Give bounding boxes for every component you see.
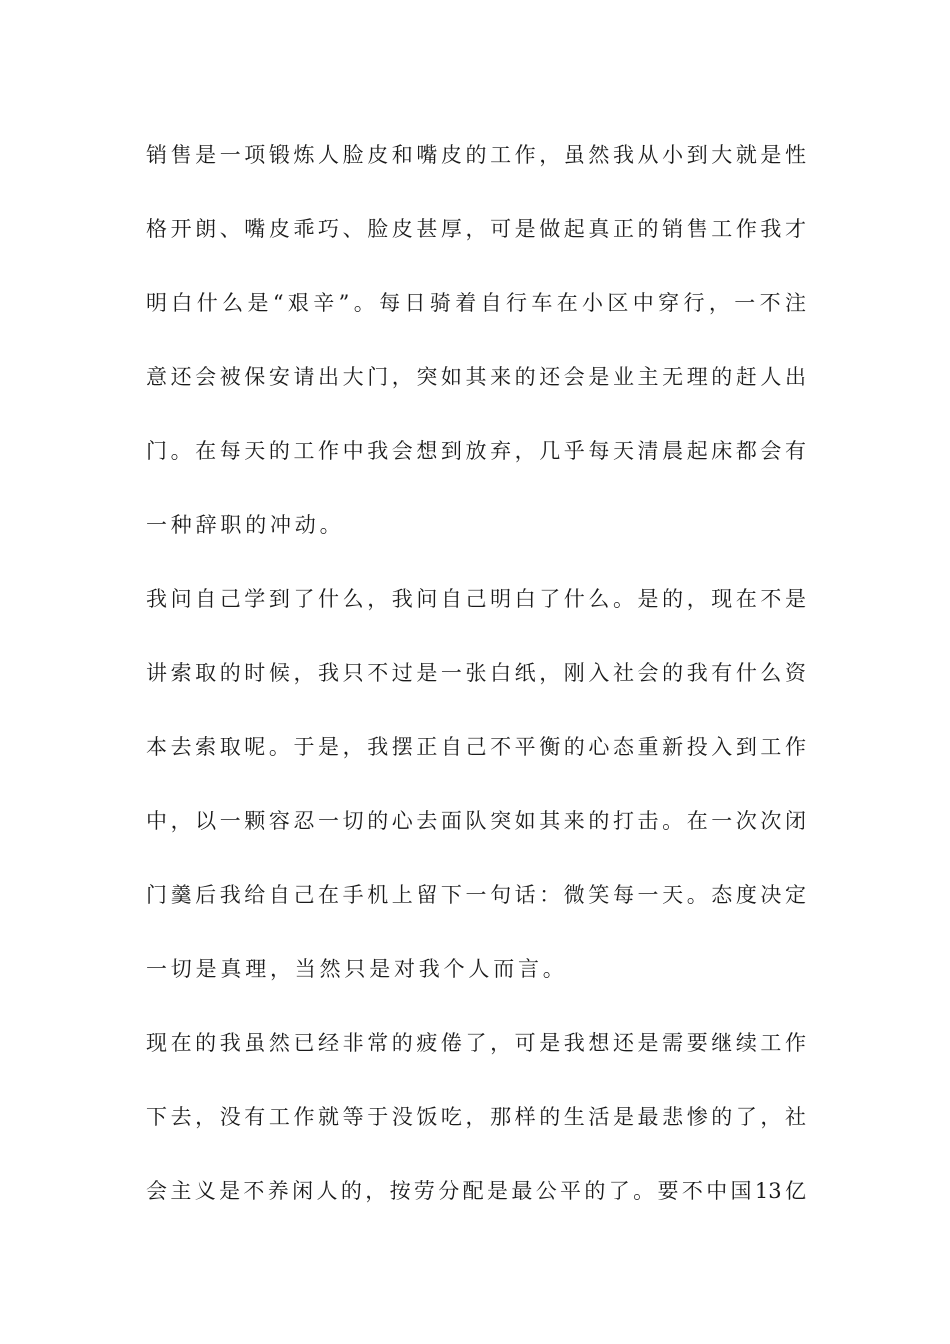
paragraph-1-line-4: 意还会被保安请出大门，突如其来的还会是业主无理的赶人出 [146,365,806,389]
paragraph-1-line-2: 格开朗、嘴皮乖巧、脸皮甚厚，可是做起真正的销售工作我才 [146,217,806,241]
paragraph-2-line-2: 讲索取的时候，我只不过是一张白纸，刚入社会的我有什么资 [146,661,806,685]
paragraph-2-line-1: 我问自己学到了什么，我问自己明白了什么。是的，现在不是 [146,587,806,611]
paragraph-1-line-5: 门。在每天的工作中我会想到放弃，几乎每天清晨起床都会有 [146,439,806,463]
paragraph-2-line-5: 门羹后我给自己在手机上留下一句话：微笑每一天。态度决定 [146,883,806,907]
paragraph-2-line-3: 本去索取呢。于是，我摆正自己不平衡的心态重新投入到工作 [146,735,806,759]
paragraph-1-line-1: 销售是一项锻炼人脸皮和嘴皮的工作，虽然我从小到大就是性 [146,143,806,167]
paragraph-2-line-4: 中，以一颗容忍一切的心去面队突如其来的打击。在一次次闭 [146,809,806,833]
paragraph-3-line-3: 会主义是不养闲人的，按劳分配是最公平的了。要不中国13亿 [146,1179,806,1203]
paragraph-3-line-1: 现在的我虽然已经非常的疲倦了，可是我想还是需要继续工作 [146,1031,806,1055]
paragraph-3-line-2: 下去，没有工作就等于没饭吃，那样的生活是最悲惨的了，社 [146,1105,806,1129]
paragraph-1-line-6: 一种辞职的冲动。 [146,513,345,537]
paragraph-1-line-3: 明白什么是“艰辛”。每日骑着自行车在小区中穿行，一不注 [146,291,806,315]
paragraph-2-line-6: 一切是真理，当然只是对我个人而言。 [146,957,568,981]
